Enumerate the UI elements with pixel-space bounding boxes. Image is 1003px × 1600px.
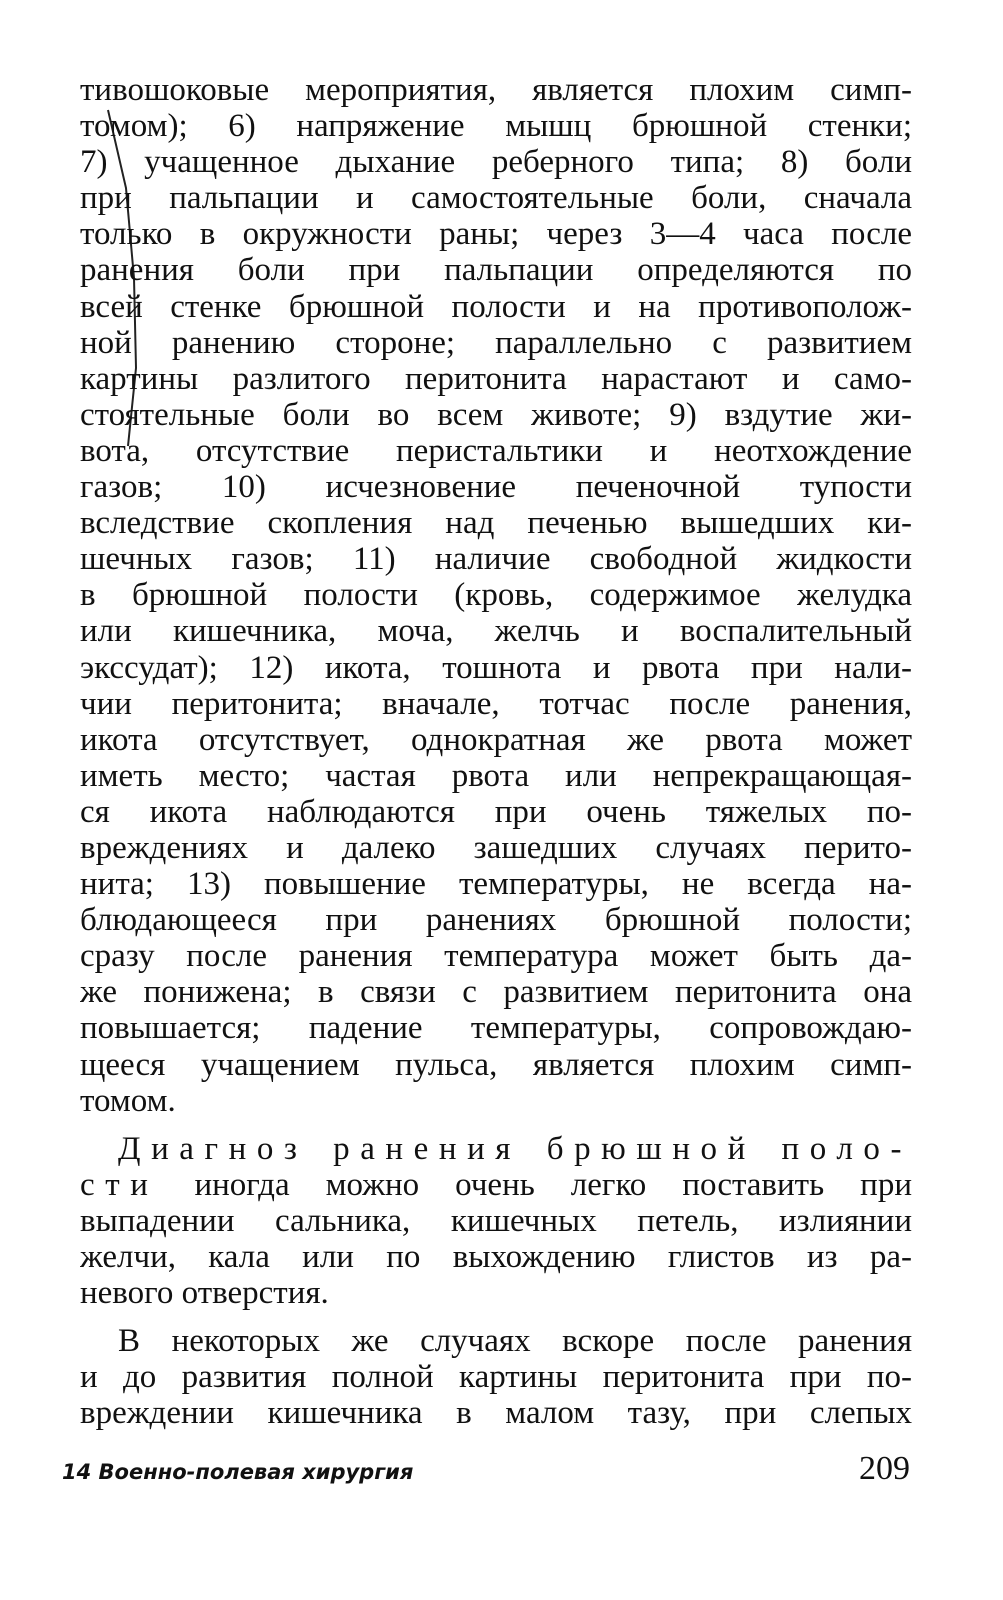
text-line: только в окружности раны; через 3—4 часа после bbox=[80, 216, 912, 253]
text-line: В некоторых же случаях вскоре после ранения bbox=[118, 1323, 912, 1360]
text-line: сразу после ранения температура может быть да- bbox=[80, 938, 912, 975]
text-line: экссудат); 12) икота, тошнота и рвота при нали- bbox=[80, 649, 912, 686]
text-line: ранения боли при пальпации определяются по bbox=[80, 252, 912, 289]
text-line: ся икота наблюдаются при очень тяжелых по- bbox=[80, 793, 912, 830]
text-line: газов; 10) исчезновение печеночной тупости bbox=[80, 469, 912, 506]
emphasized-heading-line: Диагноз ранения брюшной поло- bbox=[118, 1130, 912, 1167]
signature-mark: 14 Военно-полевая хирургия bbox=[62, 1460, 414, 1484]
text-line: блюдающееся при ранениях брюшной полости; bbox=[80, 902, 912, 939]
text-line: ной ранению стороне; параллельно с развитием bbox=[80, 324, 912, 361]
page-footer bbox=[62, 1450, 910, 1500]
emphasized-word: сти bbox=[80, 1166, 159, 1203]
text-line: тивошоковые мероприятия, является плохим симп- bbox=[80, 72, 912, 108]
text-line: картины разлитого перитонита нарастают и само- bbox=[80, 360, 912, 397]
text-line: чии перитонита; вначале, тотчас после ранения, bbox=[80, 685, 912, 722]
text-line: повышается; падение температуры, сопровождаю- bbox=[80, 1010, 912, 1047]
text-line: в брюшной полости (кровь, содержимое желудка bbox=[80, 577, 912, 614]
text-line: невого отверстия. bbox=[80, 1275, 329, 1312]
text-line: вота, отсутствие перистальтики и неотхождение bbox=[80, 432, 912, 469]
text-span: иногда можно очень легко поставить при bbox=[194, 1166, 912, 1203]
text-line: или кишечника, моча, желчь и воспалительный bbox=[80, 613, 912, 650]
text-line: 7) учащенное дыхание реберного типа; 8) боли bbox=[80, 144, 912, 181]
text-line: стоятельные боли во всем животе; 9) вздутие жи- bbox=[80, 396, 912, 433]
text-line: вреждениях и далеко зашедших случаях перито- bbox=[80, 829, 912, 866]
text-line bbox=[80, 1167, 912, 1203]
text-line: икота отсутствует, однократная же рвота может bbox=[80, 721, 912, 758]
body-text bbox=[80, 72, 912, 1431]
text-line: вреждении кишечника в малом тазу, при слепых bbox=[80, 1395, 912, 1432]
text-line: иметь место; частая рвота или непрекращающая- bbox=[80, 757, 912, 794]
text-line: выпадении сальника, кишечных петель, излиянии bbox=[80, 1202, 912, 1239]
text-line: шечных газов; 11) наличие свободной жидкости bbox=[80, 541, 912, 578]
text-line: и до развития полной картины перитонита при по- bbox=[80, 1359, 912, 1396]
text-line: желчи, кала или по выхождению глистов из ра- bbox=[80, 1239, 912, 1275]
text-line: всей стенке брюшной полости и на противополож- bbox=[80, 288, 912, 325]
text-line: нита; 13) повышение температуры, не всегда на- bbox=[80, 866, 912, 903]
text-line: вследствие скопления над печенью вышедших ки- bbox=[80, 505, 912, 542]
page-number: 209 bbox=[859, 1450, 910, 1487]
text-line: же понижена; в связи с развитием перитонита она bbox=[80, 974, 912, 1011]
text-line: при пальпации и самостоятельные боли, сначала bbox=[80, 180, 912, 217]
text-line: томом); 6) напряжение мышц брюшной стенки; bbox=[80, 108, 912, 145]
text-line: томом. bbox=[80, 1082, 176, 1119]
text-line: щееся учащением пульса, является плохим симп- bbox=[80, 1046, 912, 1083]
